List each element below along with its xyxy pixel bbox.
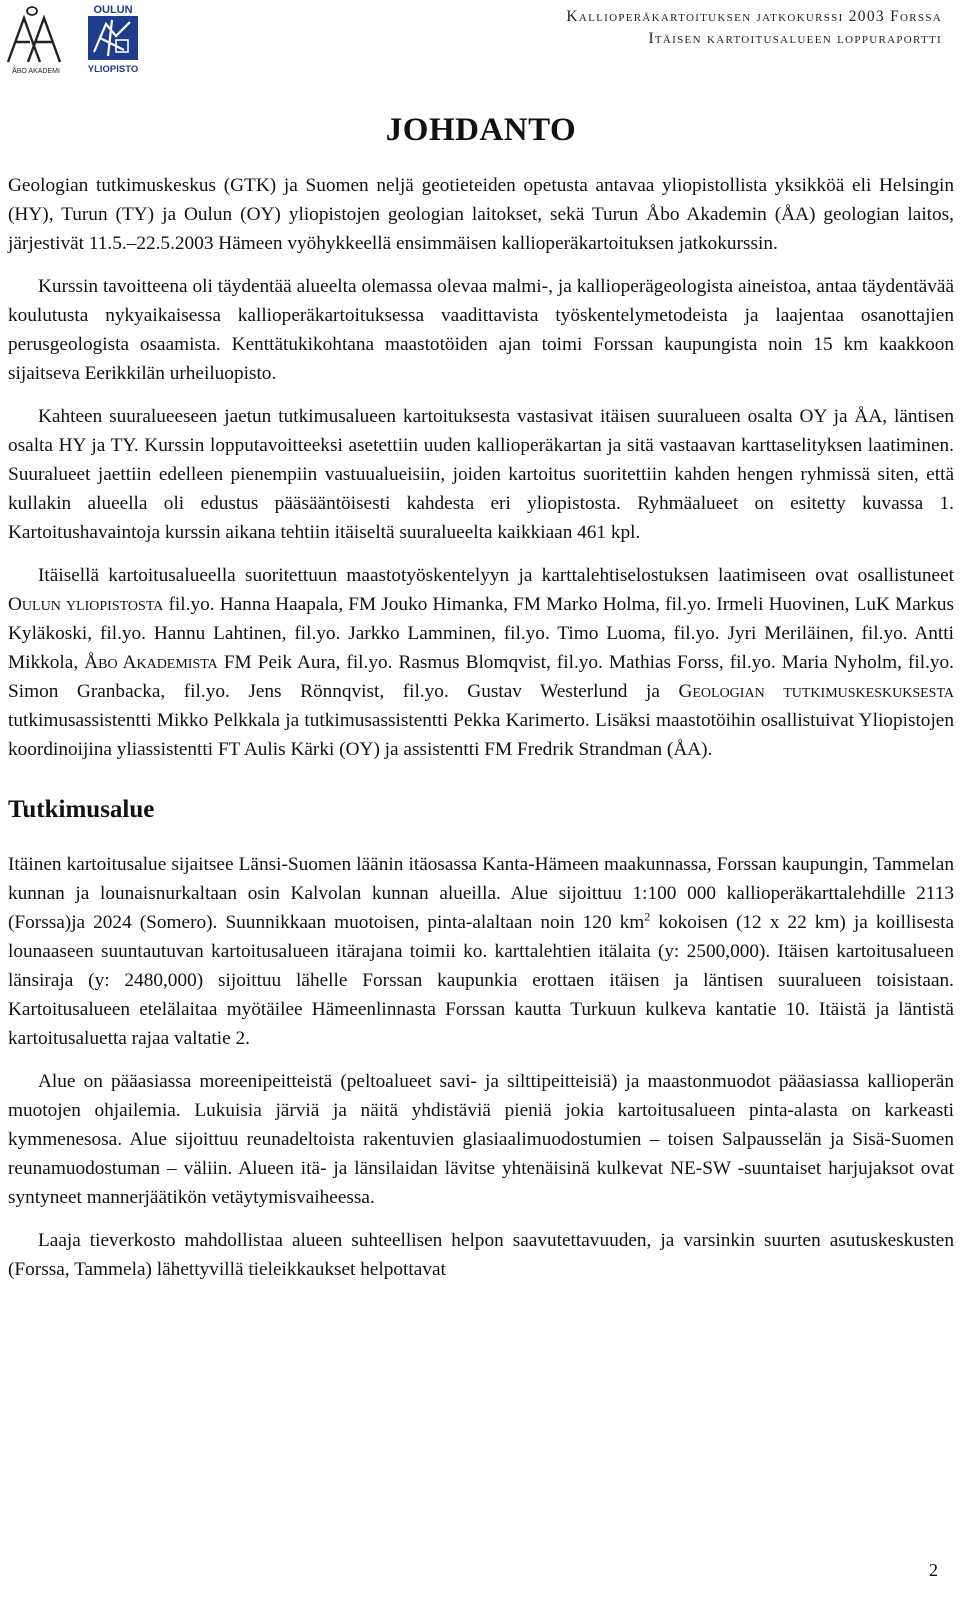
study-area-paragraph-2: Alue on pääasiassa moreenipeitteistä (peltoalueet savi- ja silttipeitteisiä) ja maastonmuodot pääasiassa kallioperän muotojen ohjailemia. Lukuisia järviä ja näitä yhdistäviä pieniä jokia kartoitusalueen pinta-alasta on karkeasti kymmenesosa. Alue sijoittuu reunadeltoista rakentuvien glasiaalimuodostumien – toisen Salpausselän ja Sisä-Suomen reunamuodostuman – väliin. Alueen itä- ja länsilaidan lävitse yhtenäisinä kulkevat NE-SW -suuntaiset harjujaksot ovat syntyneet mannerjäätikön vetäytymisvaiheessa.: [8, 1071, 954, 1208]
study-area-paragraph-3: Laaja tieverkosto mahdollistaa alueen suhteellisen helpon saavutettavuuden, ja varsinkin suurten asutuskeskusten (Forssa, Tammela) lähettyvillä tieleikkaukset helpottavat: [8, 1230, 954, 1280]
running-header: [566, 6, 942, 50]
section-heading-johdanto: JOHDANTO: [385, 112, 577, 148]
oulun-yliopisto-logo: [86, 2, 140, 76]
p4-part-c: FM Peik Aura, fil.yo. Rasmus Blomqvist, fil.yo. Mathias Forss, fil.yo. Maria Nyholm, fil.yo. Simon Granbacka, fil.yo. Jens Rönnqvist, fil.yo. Gustav Westerlund ja: [8, 652, 954, 702]
oulu-logo-bottom-text: YLIOPISTO: [87, 64, 139, 75]
page-number: 2: [929, 1560, 938, 1580]
page-header: [0, 0, 960, 80]
running-header-line-2: Itäisen kartoitusalueen loppuraportti: [648, 30, 942, 47]
intro-paragraph-1: Geologian tutkimuskeskus (GTK) ja Suomen neljä geotieteiden opetusta antavaa yliopistollista yksikköä eli Helsingin (HY), Turun (TY) ja Oulun (OY) yliopistojen geologian laitokset, sekä Turun Åbo Akademin (ÅA) geologian laitos, järjestivät 11.5.–22.5.2003 Hämeen vyöhykkeellä ensimmäisen kallioperäkartoituksen jatkokurssin.: [8, 175, 954, 254]
p4-part-a: Itäisellä kartoitusalueella suoritettuun maastotyöskentelyyn ja karttalehtiselostuksen laatimiseen ovat osallistuneet: [38, 565, 954, 586]
intro-paragraph-3: Kahteen suuralueeseen jaetun tutkimusalueen kartoituksesta vastasivat itäisen suuralueen osalta OY ja ÅA, läntisen osalta HY ja TY. Kurssin lopputavoitteeksi asetettiin uuden kallioperäkartan ja sitä vastaavan karttaselityksen laatiminen. Suuralueet jaettiin edelleen pienempiin vastuualueisiin, joiden kartoitus suoritettiin kahden hengen ryhmissä siten, että kullakin alueella oli edustus pääsääntöisesti kahdesta eri yliopistosta. Ryhmäalueet on esitetty kuvassa 1. Kartoitushavaintoja kurssin aikana tehtiin itäiseltä suuralueelta kaikkiaan 461 kpl.: [8, 406, 954, 543]
abo-logo-text: ÅBO AKADEMI: [12, 68, 60, 75]
sa-p1-part-a: Itäinen kartoitusalue sijaitsee Länsi-Suomen läänin itäosassa Kanta-Hämeen maakunnassa, Forssan kaupungin, Tammelan kunnan ja lounaisnurkaltaan osin Kalvolan kunnan alueilla. Alue sijoittuu 1:100 000 kallioperäkarttalehdille 2113 (Forssa)ja 2024 (Somero). Suunnikkaan muotoisen, pinta-alaltaan noin 120 km: [8, 854, 954, 933]
institution-oulu: Oulun yliopistosta: [8, 594, 164, 615]
p4-part-b: fil.yo. Hanna Haapala, FM Jouko Himanka, FM Marko Holma, fil.yo. Irmeli Huovinen, LuK Markus Kyläkoski, fil.yo. Hannu Lahtinen, fil.yo. Jarkko Lamminen, fil.yo. Timo Luoma, fil.yo. Jyri Meriläinen, fil.yo. Antti Mikkola,: [8, 594, 954, 673]
intro-paragraph-2: Kurssin tavoitteena oli täydentää alueelta olemassa olevaa malmi-, ja kallioperägeologista aineistoa, antaa täydentävää koulutusta nykyaikaisessa kallioperäkartoituksessa vaadittavista työskentelymetodeista ja laajentaa osanottajien perusgeologista osaamista. Kenttätukikohtana maastotöiden ajan toimi Forssan kaupungista noin 15 km kaakkoon sijaitseva Eerikkilän urheiluopisto.: [8, 276, 954, 384]
section-heading-tutkimusalue: Tutkimusalue: [8, 796, 155, 823]
p4-part-d: tutkimusassistentti Mikko Pelkkala ja tutkimusassistentti Pekka Karimerto. Lisäksi maastotöihin osallistuivat Yliopistojen koordinoijina yliassistentti FT Aulis Kärki (OY) ja assistentti FM Fredrik Strandman (ÅA).: [8, 710, 954, 760]
study-area-paragraph-1: [8, 850, 954, 1053]
institution-gtk: Geologian tutkimuskeskuksesta: [678, 681, 954, 702]
running-header-line-1: Kallioperäkartoituksen jatkokurssi 2003 Forssa: [566, 8, 942, 25]
institution-abo: Åbo Akademista: [84, 652, 218, 673]
document-body: [8, 112, 954, 1298]
abo-akademi-logo: [4, 4, 68, 76]
intro-paragraph-4: [8, 561, 954, 764]
oulu-logo-top-text: OULUN: [93, 4, 133, 16]
superscript-2: 2: [644, 909, 651, 924]
sa-p1-part-b: kokoisen (12 x 22 km) ja koillisesta lounaaseen suuntautuvan kartoitusalueen itärajana toimii ko. karttalehtien itälaita (y: 2500,000). Itäisen kartoitusalueen länsiraja (y: 2480,000) sijoittuu lähelle Forssan kaupunkia erottaen itäisen ja läntisen suuralueen toisistaan. Kartoitusalueen etelälaitaa myötäilee Hämeenlinnasta Forssan kautta Turkuun kulkeva kantatie 10. Itäistä ja läntistä kartoitusaluetta rajaa valtatie 2.: [8, 912, 955, 1049]
